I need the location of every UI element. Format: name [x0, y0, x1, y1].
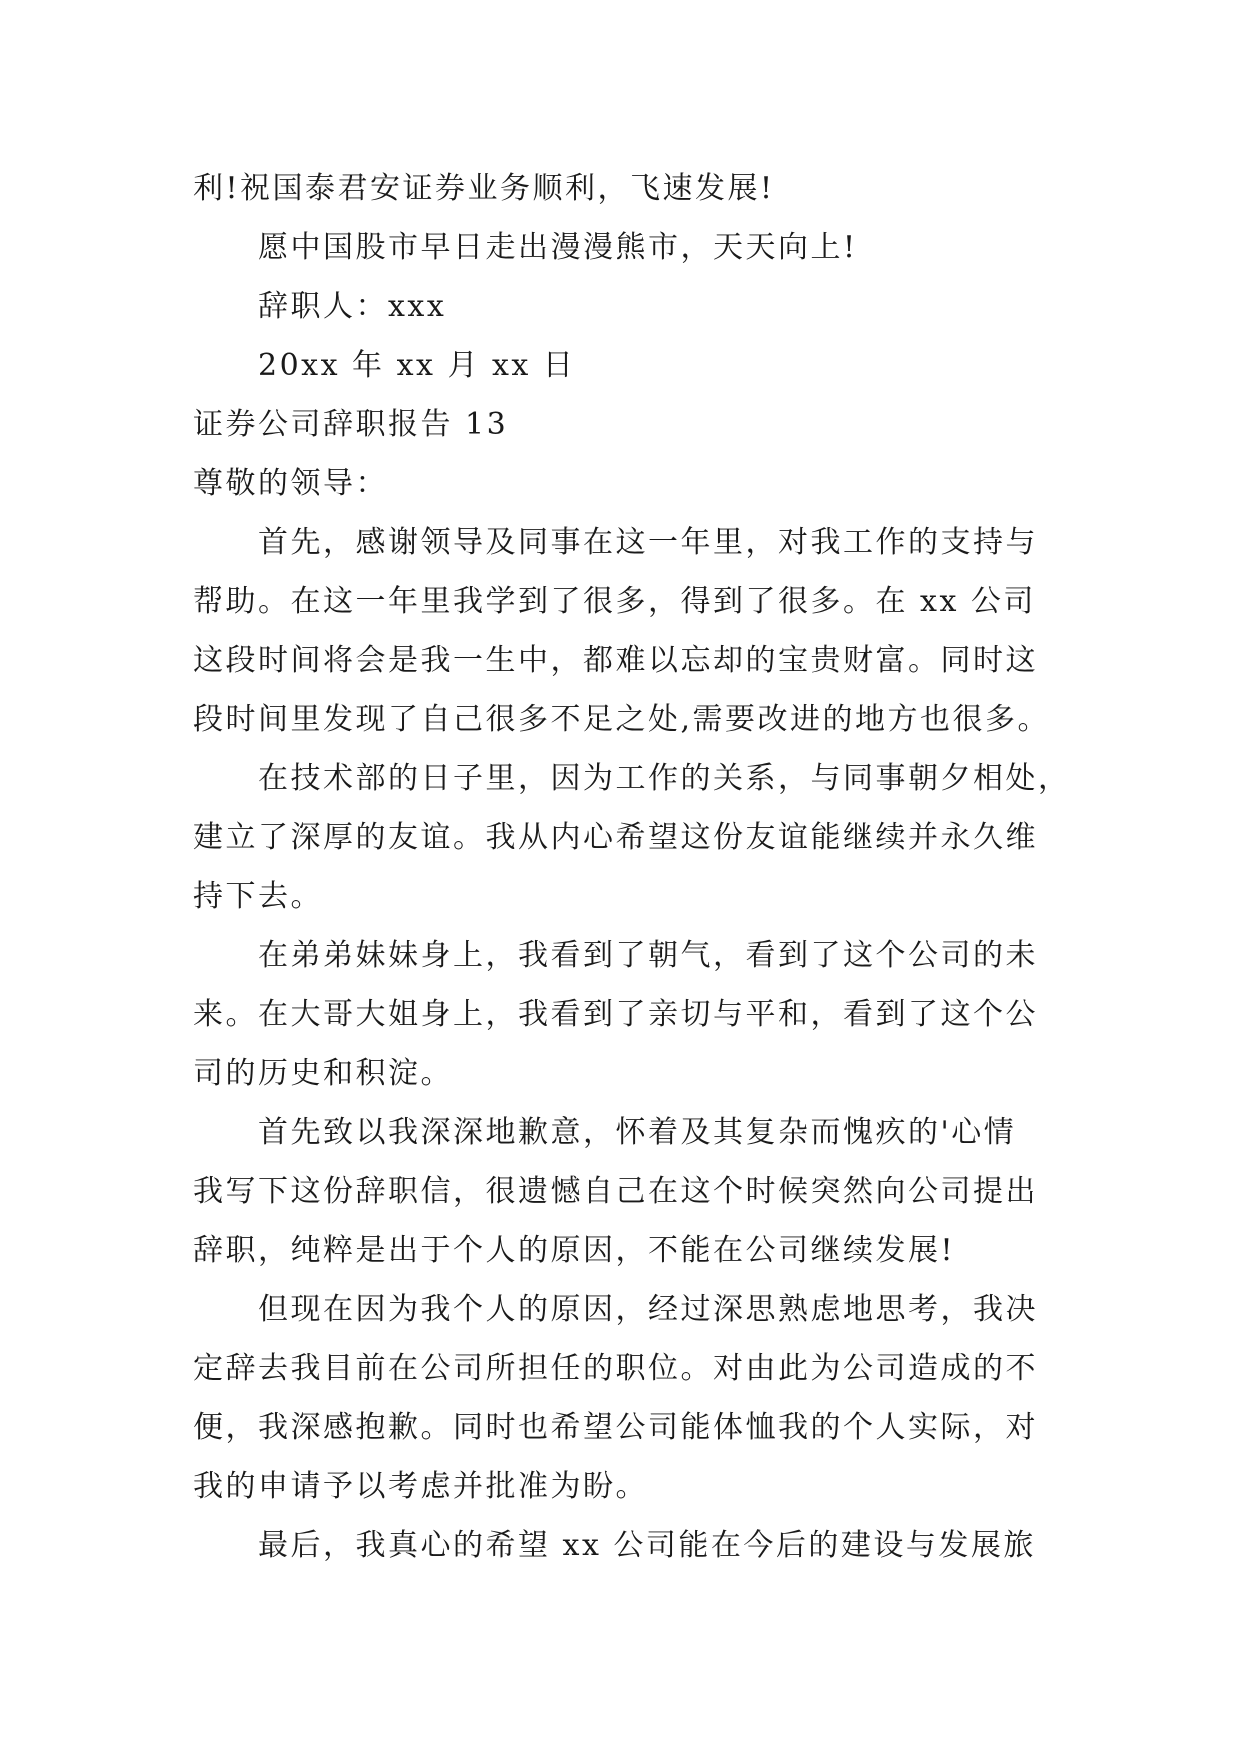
text-line: 辞职，纯粹是出于个人的原因，不能在公司继续发展!: [193, 1233, 956, 1268]
text-line: 便，我深感抱歉。同时也希望公司能体恤我的个人实际，对: [193, 1410, 1038, 1445]
text-line: 司的历史和积淀。: [193, 1056, 453, 1091]
section-title: 证券公司辞职报告 13: [193, 407, 509, 442]
text-line: 持下去。: [193, 879, 323, 914]
text-line: 我的申请予以考虑并批准为盼。: [193, 1469, 648, 1504]
text-line: 帮助。在这一年里我学到了很多，得到了很多。在 xx 公司: [193, 584, 1036, 619]
text-line: 段时间里发现了自己很多不足之处,需要改进的地方也很多。: [193, 702, 1051, 737]
text-line: 愿中国股市早日走出漫漫熊市，天天向上!: [258, 230, 858, 265]
signature-line: 辞职人：xxx: [258, 289, 447, 324]
text-line: 首先致以我深深地歉意，怀着及其复杂而愧疚的'心情: [258, 1115, 1017, 1150]
text-line: 但现在因为我个人的原因，经过深思熟虑地思考，我决: [258, 1292, 1038, 1327]
text-line: 在弟弟妹妹身上，我看到了朝气，看到了这个公司的未: [258, 938, 1038, 973]
text-line: 定辞去我目前在公司所担任的职位。对由此为公司造成的不: [193, 1351, 1038, 1386]
text-line: 在技术部的日子里，因为工作的关系，与同事朝夕相处，: [258, 761, 1071, 796]
text-line: 首先，感谢领导及同事在这一年里，对我工作的支持与: [258, 525, 1038, 560]
text-line: 这段时间将会是我一生中，都难以忘却的宝贵财富。同时这: [193, 643, 1038, 678]
text-line: 来。在大哥大姐身上，我看到了亲切与平和，看到了这个公: [193, 997, 1038, 1032]
text-line: 我写下这份辞职信，很遗憾自己在这个时候突然向公司提出: [193, 1174, 1038, 1209]
text-line: 建立了深厚的友谊。我从内心希望这份友谊能继续并永久维: [193, 820, 1038, 855]
date-line: 20xx 年 xx 月 xx 日: [258, 348, 576, 383]
text-line: 利!祝国泰君安证券业务顺利，飞速发展!: [193, 171, 775, 206]
salutation: 尊敬的领导：: [193, 466, 388, 501]
text-line: 最后，我真心的希望 xx 公司能在今后的建设与发展旅: [258, 1528, 1036, 1563]
